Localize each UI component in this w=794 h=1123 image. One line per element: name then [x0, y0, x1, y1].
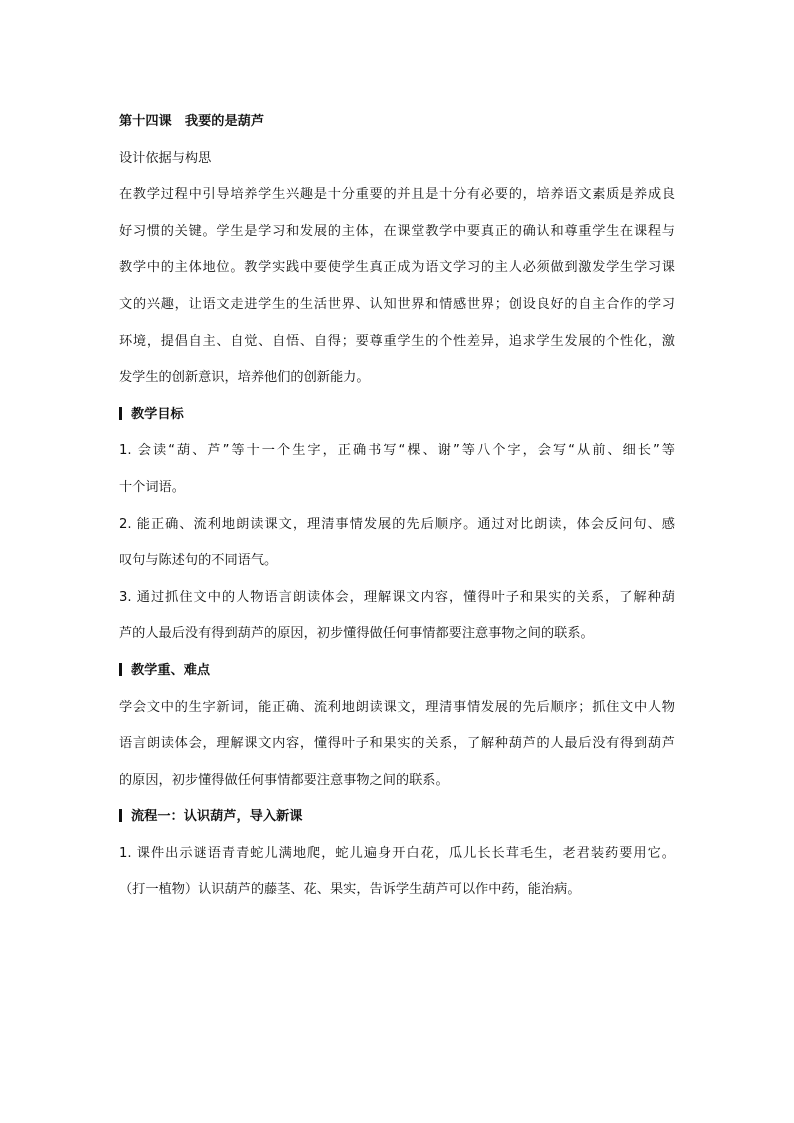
goals-line: 3. 通过抓住文中的人物语言朗读体会，理解课文内容，懂得叶子和果实的关系，了解种葫 [119, 589, 675, 605]
design-heading: 设计依据与构思 [119, 150, 212, 166]
goals-heading-row [119, 397, 675, 434]
design-paragraph-line: 发学生的创新意识，培养他们的创新能力。 [119, 370, 370, 386]
goals-line: 1. 会读“葫、芦”等十一个生字，正确书写“棵、谢”等八个字，会写“从前、细长”等 [119, 443, 675, 459]
section-marker-icon [119, 809, 122, 822]
section-marker-icon [119, 663, 122, 676]
key-points-line: 语言朗读体会，理解课文内容，懂得叶子和果实的关系，了解种葫芦的人最后没有得到葫芦 [119, 736, 675, 752]
flow-heading-row [119, 799, 675, 836]
goals-line: 十个词语。 [119, 479, 185, 495]
design-paragraph-line: 文的兴趣，让语文走进学生的生活世界、认知世界和情感世界；创设良好的自主合作的学习 [119, 296, 675, 312]
lesson-title: 第十四课 我要的是葫芦 [119, 114, 265, 129]
goals-heading: 教学目标 [131, 406, 184, 422]
section-marker-icon [119, 407, 122, 420]
design-paragraph-line: 教学中的主体地位。教学实践中要使学生真正成为语文学习的主人必须做到激发学生学习课 [119, 260, 675, 276]
goals-line: 2. 能正确、流利地朗读课文，理清事情发展的先后顺序。通过对比朗读，体会反问句、感 [119, 516, 675, 532]
key-points-heading: 教学重、难点 [131, 662, 211, 678]
key-points-line: 学会文中的生字新词，能正确、流利地朗读课文，理清事情发展的先后顺序；抓住文中人物 [119, 699, 675, 715]
flow-line: （打一植物）认识葫芦的藤茎、花、果实，告诉学生葫芦可以作中药，能治病。 [119, 882, 581, 898]
flow-line: 1. 课件出示谜语青青蛇儿满地爬，蛇儿遍身开白花，瓜儿长长茸毛生，老君装药要用它。 [119, 845, 675, 861]
design-paragraph-line: 好习惯的关键。学生是学习和发展的主体，在课堂教学中要真正的确认和尊重学生在课程与 [119, 223, 675, 239]
flow-heading: 流程一：认识葫芦，导入新课 [131, 809, 303, 825]
key-points-line: 的原因，初步懂得做任何事情都要注意事物之间的联系。 [119, 772, 449, 788]
design-paragraph-line: 在教学过程中引导培养学生兴趣是十分重要的并且是十分有必要的，培养语文素质是养成良 [119, 187, 675, 203]
goals-line: 叹句与陈述句的不同语气。 [119, 553, 278, 569]
key-points-heading-row [119, 653, 675, 690]
goals-line: 芦的人最后没有得到葫芦的原因，初步懂得做任何事情都要注意事物之间的联系。 [119, 626, 594, 642]
design-paragraph-line: 环境，提倡自主、自觉、自悟、自得；要尊重学生的个性差异，追求学生发展的个性化，激 [119, 333, 675, 349]
document-page [119, 104, 675, 909]
